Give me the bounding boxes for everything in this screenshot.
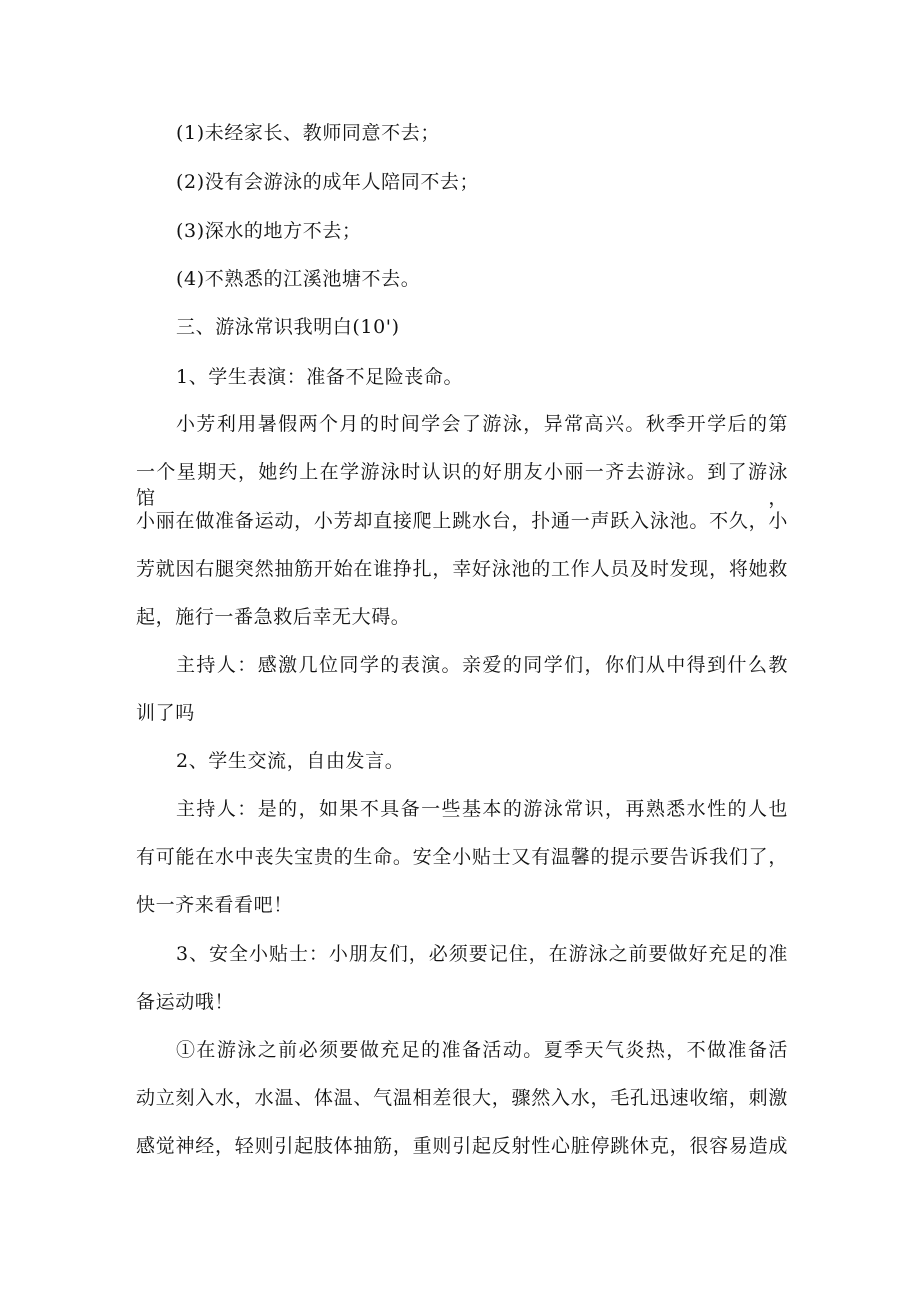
step-2-heading: 2、学生交流，自由发言。 <box>176 750 405 772</box>
tip-heading-line-1: 3、安全小贴士：小朋友们，必须要记住，在游泳之前要做好充足的准 <box>176 943 788 965</box>
tip-heading-line-2: 备运动哦！ <box>136 991 235 1013</box>
story-line-5: 起，施行一番急救后幸无大碍。 <box>136 606 411 628</box>
story-line-1: 小芳利用暑假两个月的时间学会了游泳，异常高兴。秋季开学后的第 <box>176 413 788 435</box>
rule-item-4: (4)不熟悉的江溪池塘不去。 <box>176 268 421 290</box>
story-line-4: 芳就因右腿突然抽筋开始在谁挣扎，幸好泳池的工作人员及时发现，将她救 <box>136 558 788 580</box>
host-line-2: 训了吗 <box>136 702 195 724</box>
host-reply-line-3: 快一齐来看看吧！ <box>136 894 293 916</box>
host-reply-line-1: 主持人：是的，如果不具备一些基本的游泳常识，再熟悉水性的人也 <box>176 798 788 820</box>
step-1-heading: 1、学生表演：准备不足险丧命。 <box>176 366 464 388</box>
section-heading: 三、游泳常识我明白(10') <box>176 316 400 338</box>
story-line-2: 一个星期天，她约上在学游泳时认识的好朋友小丽一齐去游泳。到了游泳馆， <box>136 461 788 509</box>
rule-item-2: (2)没有会游泳的成年人陪同不去； <box>176 171 480 193</box>
tip-1-line-1: ①在游泳之前必须要做充足的准备活动。夏季天气炎热，不做准备活 <box>176 1039 788 1061</box>
tip-1-line-2: 动立刻入水，水温、体温、气温相差很大，骤然入水，毛孔迅速收缩，刺激 <box>136 1087 788 1109</box>
rule-item-3: (3)深水的地方不去； <box>176 220 362 242</box>
host-reply-line-2: 有可能在水中丧失宝贵的生命。安全小贴士又有温馨的提示要告诉我们了， <box>136 846 788 868</box>
tip-1-line-3: 感觉神经，轻则引起肢体抽筋，重则引起反射性心脏停跳休克，很容易造成 <box>136 1135 788 1157</box>
rule-item-1: (1)未经家长、教师同意不去； <box>176 122 440 144</box>
story-line-3: 小丽在做准备运动，小芳却直接爬上跳水台，扑通一声跃入泳池。不久，小 <box>136 510 788 532</box>
host-line-1: 主持人：感激几位同学的表演。亲爱的同学们，你们从中得到什么教 <box>176 654 788 676</box>
